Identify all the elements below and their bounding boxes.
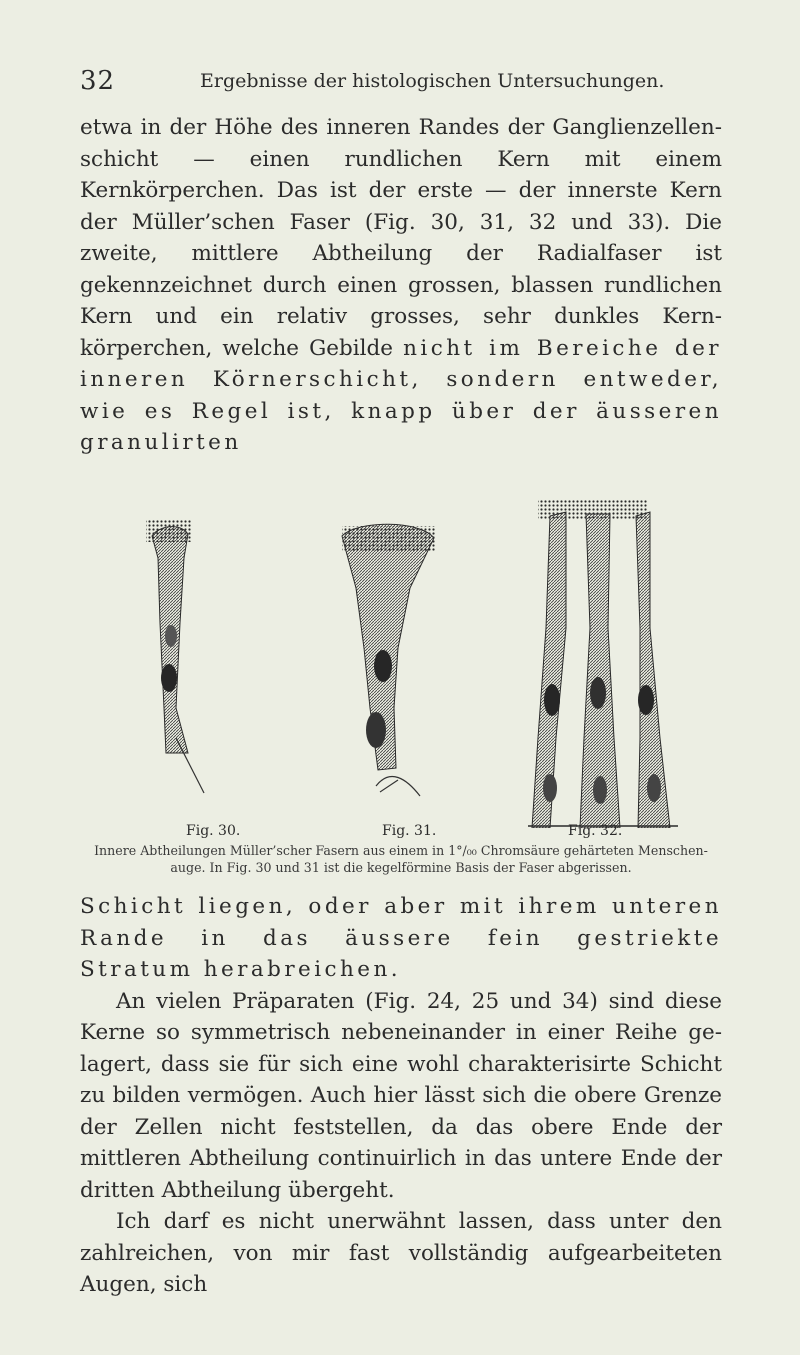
- fig-30-fiber-drawing: [146, 520, 204, 793]
- fig-31-fiber-drawing: [342, 524, 436, 796]
- page-number: 32: [80, 66, 116, 96]
- running-title: Ergebnisse der histologischen Untersuchungen.: [200, 70, 665, 92]
- fig-32-label: Fig. 32.: [568, 823, 623, 839]
- figure-caption: Innere Abtheilungen Müller’scher Fasern aus einem in 1°/₀₀ Chromsäure gehärteten Menschenauge. In Fig. 30 und 31 ist die kegelförmine Basis der Faser abgerissen.: [94, 843, 708, 875]
- fig-31-label: Fig. 31.: [382, 823, 437, 839]
- paragraph-1-text: etwa in der Höhe des inneren Randes der Ganglienzellenschicht — einen rundlichen Kern mit einem Kernkörperchen. Das ist der erste — der innerste Kern der Müller’schen Faser (Fig. 30, 31, 32 und 33). Die zweite, mittlere Abtheilung der Radialfaser ist gekennzeichnet durch einen grossen, blassen rundlichen Kern und ein relativ grosses, sehr dunkles Kernkörperchen, welche Gebilde: [80, 115, 722, 361]
- figure-group: [80, 408, 722, 828]
- fiber-illustrations: [80, 408, 722, 828]
- paragraph-4: Ich darf es nicht unerwähnt lassen, dass unter den zahlreichen, von mir fast vollständig aufgearbeiteten Augen, sich: [80, 1209, 722, 1297]
- paragraph-1-spaced-text: nicht im Bereiche der inneren Körnerschicht, sondern entweder, wie es Regel ist, knapp über der äusseren granulirten: [80, 335, 722, 455]
- paragraph-3: An vielen Präparaten (Fig. 24, 25 und 34) sind diese Kerne so symmetrisch nebeneinander in einer Reihe gelagert, dass sie für sich eine wohl charakterisirte Schicht zu bilden vermögen. Auch hier lässt sich die obere Grenze der Zellen nicht feststellen, da das obere Ende der mittleren Abtheilung continuirlich in das untere Ende der dritten Abtheilung übergeht.: [80, 988, 722, 1203]
- paragraph-1: [80, 112, 722, 455]
- body-text-continued: [80, 891, 722, 1301]
- fig-30-label: Fig. 30.: [186, 823, 241, 839]
- paragraph-2-spaced-text: Schicht liegen, oder aber mit ihrem unteren Rande in das äussere fein gestriekte Stratum herabreichen.: [80, 894, 722, 982]
- fig-32-fiber-drawing: [528, 500, 678, 828]
